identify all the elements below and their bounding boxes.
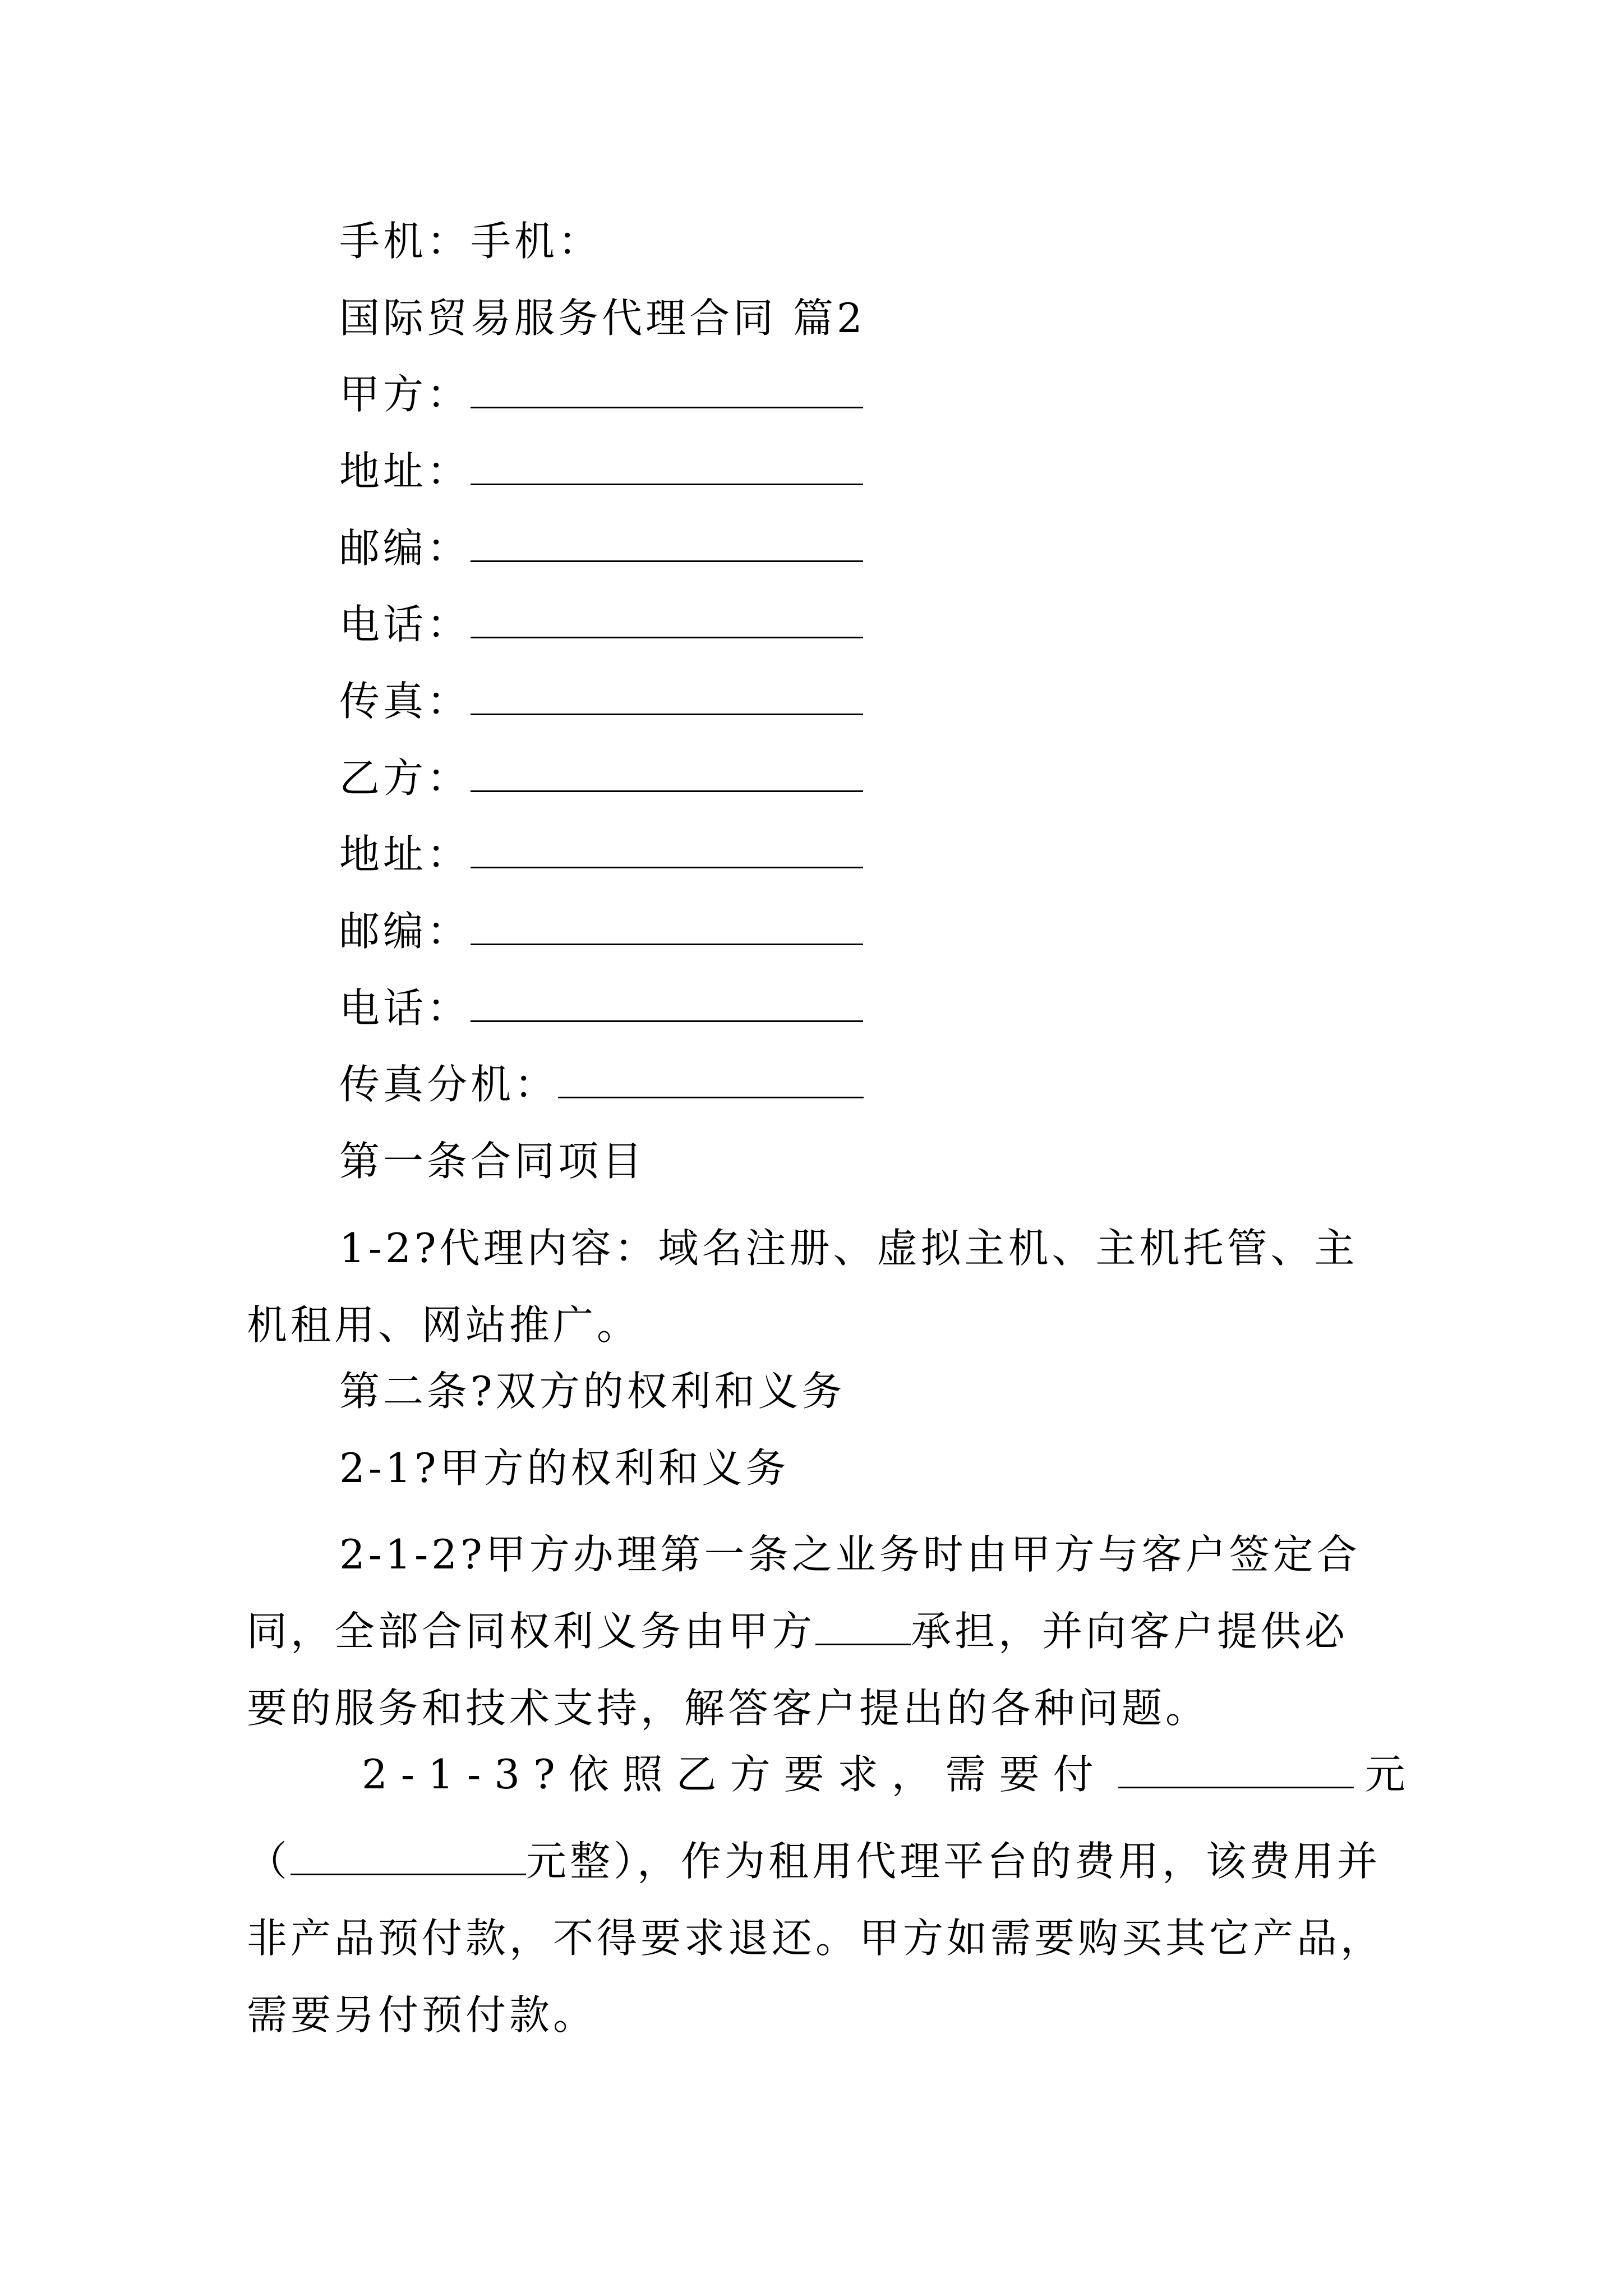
blank-line xyxy=(558,1059,864,1098)
item-2-1-3-text-c: （ xyxy=(247,1838,291,1885)
field-label: 电话： xyxy=(339,601,471,648)
party-b-address-field xyxy=(339,826,863,882)
blank-line xyxy=(815,1605,911,1645)
party-b-phone-field xyxy=(339,980,863,1036)
field-label: 地址： xyxy=(339,448,471,495)
field-label: 地址： xyxy=(339,831,471,878)
field-label: 邮编： xyxy=(339,524,471,572)
item-2-1-2-text-b: 承担，并向客户提供必要的服务和技术支持，解答客户提出的各种问题。 xyxy=(247,1608,1349,1732)
blank-line xyxy=(471,599,863,638)
item-2-1-3-text-a: 2-1-3?依照乙方要求，需要付 xyxy=(362,1751,1107,1798)
party-a-address-field xyxy=(339,443,863,499)
item-2-1-3-paragraph xyxy=(247,1823,1391,2054)
blank-line xyxy=(471,829,863,868)
field-label: 传真分机： xyxy=(339,1061,559,1108)
document-title: 国际贸易服务代理合同 篇2 xyxy=(339,295,866,342)
party-a-phone-field xyxy=(339,596,863,652)
blank-line xyxy=(1118,1749,1354,1788)
blank-line xyxy=(471,369,863,408)
party-b-postcode-field xyxy=(339,903,863,959)
blank-line xyxy=(291,1835,526,1875)
item-2-1-2-text-a: 2-1-2?甲方办理第一条之业务时由甲方与客户签定合同，全部合同权利义务由甲方 xyxy=(247,1531,1361,1655)
field-label: 甲方： xyxy=(339,371,471,418)
field-label: 邮编： xyxy=(339,908,471,955)
party-a-field xyxy=(339,366,863,422)
item-2-1-2-paragraph xyxy=(247,1516,1391,1747)
article-2-heading: 第二条?双方的权利和义务 xyxy=(339,1368,846,1415)
party-b-fax-ext-field xyxy=(339,1056,864,1112)
phone-line: 手机：手机： xyxy=(339,218,602,265)
party-a-postcode-field xyxy=(339,520,863,576)
field-label: 电话： xyxy=(339,984,471,1032)
blank-line xyxy=(471,445,863,485)
item-1-2-paragraph: 1-2?代理内容：域名注册、虚拟主机、主机托管、主机租用、网站推广。 xyxy=(247,1225,1358,1349)
blank-line xyxy=(471,675,863,715)
blank-line xyxy=(471,752,863,792)
field-label: 乙方： xyxy=(339,754,471,802)
blank-line xyxy=(471,982,863,1022)
field-label: 传真： xyxy=(339,678,471,725)
item-2-1-3-line-1 xyxy=(362,1746,1419,1802)
item-2-1-heading: 2-1?甲方的权利和义务 xyxy=(339,1444,790,1492)
party-b-field xyxy=(339,750,863,806)
blank-line xyxy=(471,905,863,945)
blank-line xyxy=(471,522,863,562)
item-2-1-3-text-b: 元 xyxy=(1364,1751,1419,1798)
item-2-1-3-text-d: 元整），作为租用代理平台的费用，该费用并非产品预付款，不得要求退还。甲方如需要购买其它产品，需要另付预付款。 xyxy=(247,1838,1385,2039)
article-1-heading: 第一条合同项目 xyxy=(339,1138,646,1185)
party-a-fax-field xyxy=(339,673,863,729)
